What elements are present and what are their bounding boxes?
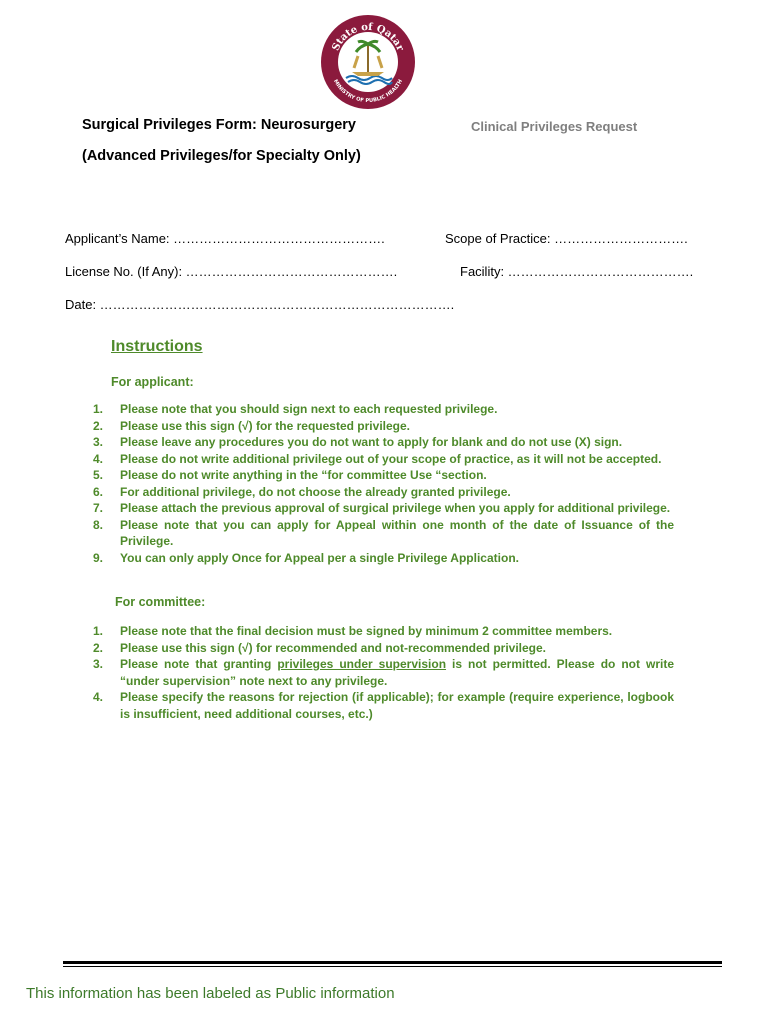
list-item: [88, 689, 674, 722]
item-text: Please attach the previous approval of surgical privilege when you apply for additional privilege.: [120, 501, 671, 515]
item-number: 2.: [93, 640, 104, 655]
item-number: 6.: [93, 484, 104, 499]
item-text: Please specify the reasons for rejection (if applicable); for example (require experience, logbook is insufficient, need additional courses, etc.): [120, 690, 674, 721]
list-item: [88, 550, 674, 567]
applicant-instructions-list: [88, 401, 674, 566]
item-text: Please note that you can apply for Appeal within one month of the date of Issuance of the Privilege.: [120, 517, 674, 548]
list-item: [88, 517, 674, 550]
item-text-after: is not permitted. Please do not write “under supervision” note next to any privilege.: [120, 657, 674, 688]
footer-divider-thin: [63, 966, 722, 967]
item-text-before: Please note that granting: [120, 657, 278, 671]
applicant-name-field[interactable]: Applicant’s Name: ………………………………………….: [65, 231, 385, 246]
form-subtitle-privileges: (Advanced Privileges/for Specialty Only): [82, 148, 361, 164]
ministry-logo: [314, 14, 422, 110]
list-item: [88, 623, 674, 640]
clinical-privileges-request-label: Clinical Privileges Request: [471, 119, 638, 134]
item-text: Please note that you should sign next to each requested privilege.: [120, 402, 498, 416]
form-title: Surgical Privileges Form: Neurosurgery: [82, 117, 356, 133]
list-item: [88, 451, 674, 468]
logo-top-text: State of Qatar: [330, 21, 406, 53]
item-text: Please do not write anything in the “for committee Use “section.: [120, 468, 487, 482]
item-text-underlined: privileges under supervision: [277, 657, 447, 671]
item-number: 7.: [93, 501, 104, 515]
item-number: 1.: [93, 624, 104, 638]
scope-of-practice-field[interactable]: Scope of Practice: ………………………….: [445, 231, 688, 246]
list-item: [88, 418, 674, 435]
for-committee-label: For committee:: [115, 595, 206, 609]
for-applicant-label: For applicant:: [111, 375, 194, 389]
committee-instructions-list: [88, 623, 674, 722]
date-field[interactable]: Date: ……………………………………………………………………….: [65, 297, 455, 312]
item-number: 3.: [93, 657, 104, 671]
item-number: 8.: [93, 517, 104, 532]
list-item: [88, 467, 674, 484]
list-item: [88, 484, 674, 501]
item-text: Please use this sign (√) for the requested privilege.: [120, 418, 410, 433]
item-number: 4.: [93, 451, 104, 466]
item-text: Please leave any procedures you do not want to apply for blank and do not use (X) sign.: [120, 435, 623, 449]
list-item: [88, 640, 674, 657]
item-text: Please note that the final decision must be signed by minimum 2 committee members.: [120, 624, 613, 638]
item-number: 1.: [93, 402, 104, 416]
item-number: 3.: [93, 435, 104, 449]
item-number: 2.: [93, 418, 104, 433]
instructions-heading: Instructions: [111, 338, 203, 355]
item-text: For additional privilege, do not choose the already granted privilege.: [120, 484, 511, 499]
license-number-field[interactable]: License No. (If Any): ………………………………………….: [65, 264, 398, 279]
footer-divider-thick: [63, 961, 722, 964]
logo-bottom-text: MINISTRY OF PUBLIC HEALTH: [331, 78, 404, 105]
list-item: [88, 434, 674, 451]
public-information-label: This information has been labeled as Public information: [26, 985, 395, 1002]
item-text: Please use this sign (√) for recommended and not-recommended privilege.: [120, 640, 547, 655]
facility-field[interactable]: Facility: …………………………………….: [460, 264, 694, 279]
item-text: Please do not write additional privilege out of your scope of practice, as it will not be accepted.: [120, 451, 662, 466]
item-number: 4.: [93, 690, 104, 704]
list-item: [88, 500, 674, 517]
item-text: You can only apply Once for Appeal per a single Privilege Application.: [120, 550, 519, 565]
list-item: [88, 656, 674, 689]
item-number: 5.: [93, 468, 104, 482]
item-number: 9.: [93, 550, 104, 565]
list-item: [88, 401, 674, 418]
